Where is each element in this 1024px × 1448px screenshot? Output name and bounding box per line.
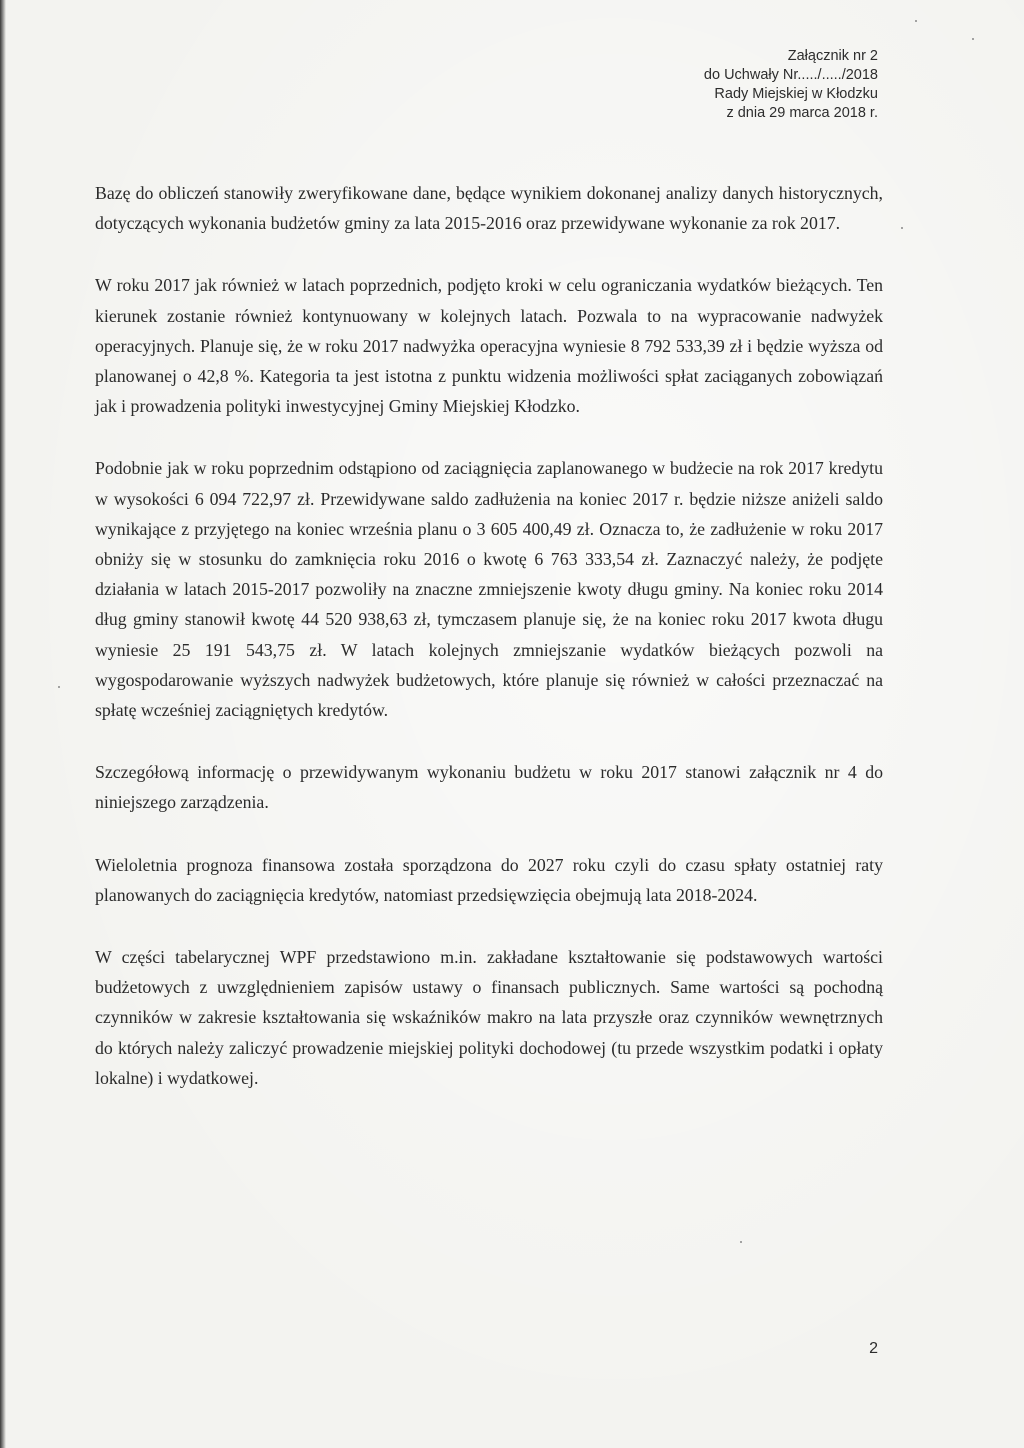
scan-edge-shadow	[0, 0, 6, 1448]
paragraph-execution-info: Szczegółową informację o przewidywanym wykonaniu budżetu w roku 2017 stanowi załącznik nr 4 do niniejszego zarządzenia.	[95, 762, 883, 813]
scan-speck	[58, 686, 60, 688]
resolution-date: z dnia 29 marca 2018 r.	[726, 105, 878, 121]
document-body	[95, 178, 883, 1125]
scan-speck	[901, 227, 903, 229]
council-name: Rady Miejskiej w Kłodzku	[714, 86, 878, 102]
attachment-header	[704, 47, 878, 123]
paragraph-debt: Podobnie jak w roku poprzednim odstąpiono od zaciągnięcia zaplanowanego w budżecie na rok 2017 kredytu w wysokości 6 094 722,97 zł. Przewidywane saldo zadłużenia na koniec 2017 r. będzie niższe aniżeli saldo wynikające z przyjętego na koniec września planu o 3 605 400,49 zł. Oznacza to, że zadłużenie w roku 2017 obniży się w stosunku do zamknięcia roku 2016 o kwotę 6 763 333,54 zł. Zaznaczyć należy, że podjęte działania w latach 2015-2017 pozwoliły na znaczne zmniejszenie kwoty długu gminy. Na koniec roku 2014 dług gminy stanowił kwotę 44 520 938,63 zł, tymczasem planuje się, że na koniec roku 2017 kwota długu wyniesie 25 191 543,75 zł. W latach kolejnych zmniejszanie wydatków bieżących pozwoli na wygospodarowanie wyższych nadwyżek budżetowych, które planuje się również w całości przeznaczać na spłatę wcześniej zaciągniętych kredytów.	[95, 458, 883, 721]
paragraph-forecast-period: Wieloletnia prognoza finansowa została sporządzona do 2027 roku czyli do czasu spłaty ostatniej raty planowanych do zaciągnięcia kredytów, natomiast przedsięwzięcia obejmują lata 2018-2024.	[95, 854, 883, 905]
resolution-number: do Uchwały Nr...../...../2018	[703, 67, 878, 83]
scan-speck	[740, 1241, 742, 1243]
paragraph-basis: Bazę do obliczeń stanowiły zweryfikowane dane, będące wynikiem dokonanej analizy danych historycznych, dotyczących wykonania budżetów gminy za lata 2015-2016 oraz przewidywane wykonanie za rok 2017.	[95, 183, 883, 234]
paragraph-operating-surplus: W roku 2017 jak również w latach poprzednich, podjęto kroki w celu ograniczania wydatków bieżących. Ten kierunek zostanie również kontynuowany w kolejnych latach. Pozwala to na wypracowanie nadwyżek operacyjnych. Planuje się, że w roku 2017 nadwyżka operacyjna wyniesie 8 792 533,39 zł i będzie wyższa od planowanej o 42,8 %. Kategoria ta jest istotna z punktu widzenia możliwości spłat zaciąganych zobowiązań jak i prowadzenia polityki inwestycyjnej Gminy Miejskiej Kłodzko.	[95, 275, 883, 417]
scan-speck	[972, 38, 974, 40]
paragraph-tabular-part: W części tabelarycznej WPF przedstawiono m.in. zakładane kształtowanie się podstawowych wartości budżetowych z uwzględnieniem zapisów ustawy o finansach publicznych. Same wartości są pochodną czynników w zakresie kształtowania się wskaźników makro na lata przyszłe oraz czynników wewnętrznych do których należy zaliczyć prowadzenie miejskiej polityki dochodowej (tu przede wszystkim podatki i opłaty lokalne) i wydatkowej.	[95, 947, 883, 1088]
page-number: 2	[869, 1340, 878, 1357]
scan-speck	[915, 20, 917, 22]
attachment-number: Załącznik nr 2	[787, 48, 878, 64]
